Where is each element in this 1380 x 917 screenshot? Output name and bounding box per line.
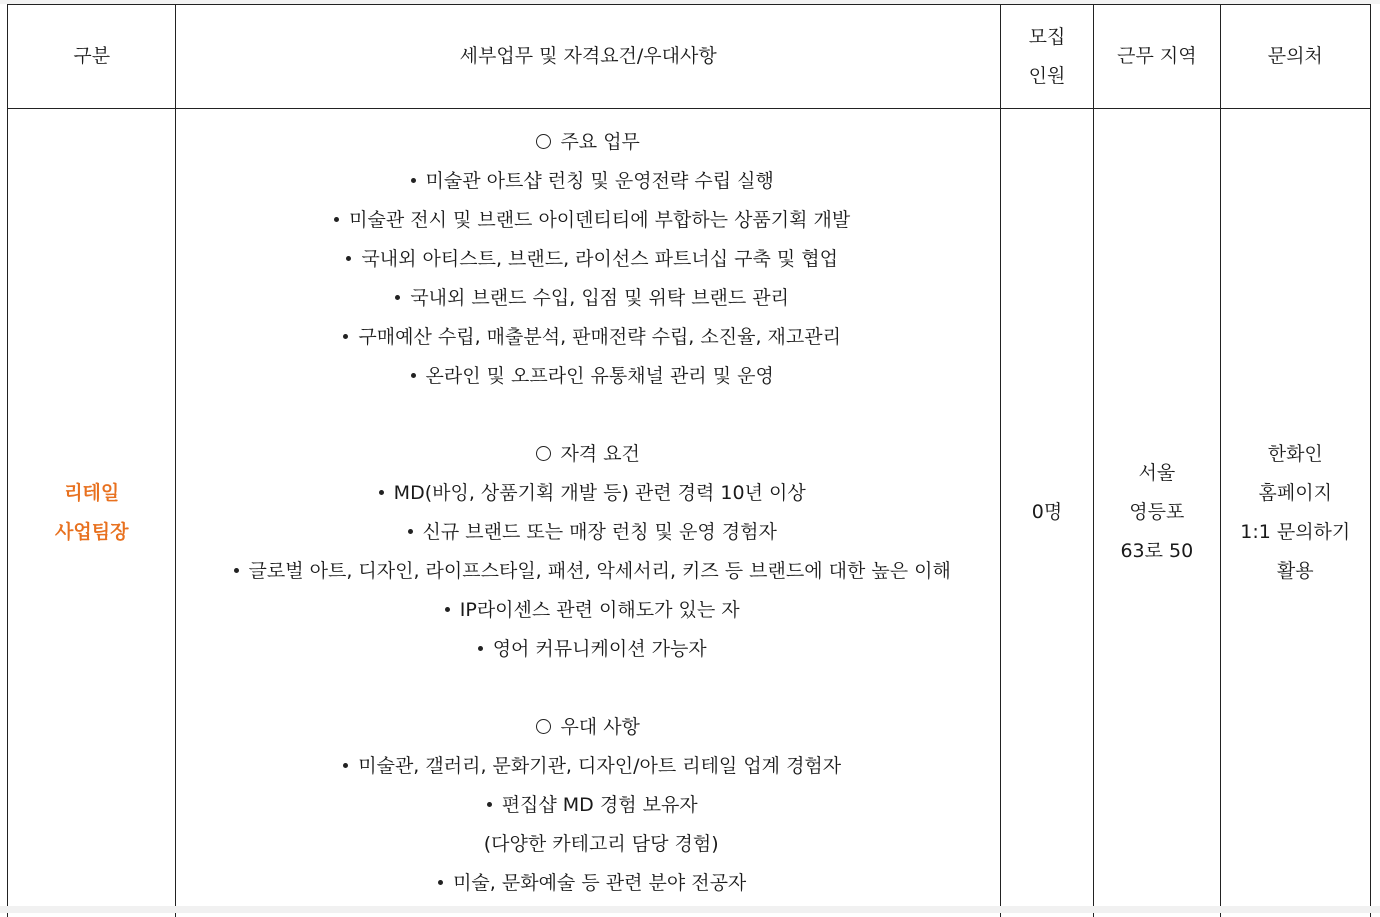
bullet-icon (411, 178, 416, 183)
bullet-icon (411, 373, 416, 378)
bullet-icon (379, 490, 384, 495)
section-preferred (176, 708, 999, 903)
header-headcount (1000, 5, 1093, 109)
section-title (176, 435, 999, 474)
bullet-icon (408, 529, 413, 534)
circle-marker-icon (536, 719, 551, 734)
list-item (176, 474, 999, 513)
circle-marker-icon (536, 134, 551, 149)
list-item-continuation: (다양한 카테고리 담당 경험) (483, 832, 719, 855)
header-region (1094, 5, 1220, 109)
section-title (176, 123, 999, 162)
bullet-icon (334, 217, 339, 222)
list-item (176, 591, 999, 630)
bullet-icon (445, 607, 450, 612)
section-title-text: 주요 업무 (560, 130, 640, 153)
bullet-icon (343, 763, 348, 768)
bullet-icon (346, 256, 351, 261)
headcount-cell (1000, 109, 1093, 917)
list-item-text: 온라인 및 오프라인 유통채널 관리 및 운영 (425, 364, 774, 387)
header-headcount-line1: 모집 (1028, 25, 1066, 48)
bullet-icon (478, 646, 483, 651)
bottom-strip (0, 906, 1380, 913)
header-region-label: 근무 지역 (1117, 45, 1197, 67)
list-item-text: 국내외 브랜드 수입, 입점 및 위탁 브랜드 관리 (410, 286, 790, 309)
header-headcount-line2: 인원 (1028, 64, 1066, 87)
position-name-line2: 사업팀장 (55, 520, 129, 543)
bullet-icon (487, 802, 492, 807)
bullet-icon (438, 880, 443, 885)
list-item-text: 영어 커뮤니케이션 가능자 (492, 637, 707, 660)
section-title-text: 우대 사항 (560, 715, 640, 738)
table-header-row (8, 5, 1371, 109)
table-row (8, 109, 1371, 917)
section-qualifications (176, 435, 999, 669)
header-details (176, 5, 1000, 109)
list-item (176, 201, 999, 240)
list-item (176, 318, 999, 357)
section-title-text: 자격 요건 (560, 442, 640, 465)
headcount-value: 0명 (1031, 501, 1063, 524)
recruitment-table (7, 4, 1371, 917)
header-category (8, 5, 176, 109)
bullet-icon (343, 334, 348, 339)
list-item-text: MD(바잉, 상품기획 개발 등) 관련 경력 10년 이상 (393, 481, 806, 504)
list-item (176, 513, 999, 552)
contact-line3: 1:1 문의하기 (1240, 520, 1351, 543)
section-main-duties (176, 123, 999, 396)
section-title (176, 708, 999, 747)
list-item-text: 미술, 문화예술 등 관련 분야 전공자 (453, 871, 747, 894)
region-line2: 영등포 (1129, 501, 1185, 524)
list-item-text: 글로벌 아트, 디자인, 라이프스타일, 패션, 악세서리, 키즈 등 브랜드에 대한 높은 이해 (248, 559, 951, 582)
list-item-text: 국내외 아티스트, 브랜드, 라이선스 파트너십 구축 및 협업 (361, 247, 838, 270)
list-item (176, 357, 999, 396)
list-item (176, 864, 999, 903)
region-cell (1094, 109, 1220, 917)
region-line1: 서울 (1138, 462, 1176, 485)
header-contact-label: 문의처 (1267, 45, 1323, 67)
bullet-icon (234, 568, 239, 573)
header-contact (1220, 5, 1370, 109)
position-name-cell (8, 109, 176, 917)
circle-marker-icon (536, 446, 551, 461)
list-item-text: 신규 브랜드 또는 매장 런칭 및 운영 경험자 (422, 520, 777, 543)
header-category-label: 구분 (73, 45, 111, 67)
contact-line1: 한화인 (1267, 442, 1323, 465)
list-item-text: 편집샵 MD 경험 보유자 (501, 793, 698, 816)
header-details-label: 세부업무 및 자격요건/우대사항 (459, 45, 717, 67)
position-name-line1: 리테일 (64, 481, 120, 504)
bullet-icon (395, 295, 400, 300)
list-item-text: 미술관, 갤러리, 문화기관, 디자인/아트 리테일 업계 경험자 (358, 754, 842, 777)
list-item (176, 786, 999, 825)
list-item-text: 구매예산 수립, 매출분석, 판매전략 수립, 소진율, 재고관리 (358, 325, 841, 348)
list-item (176, 552, 999, 591)
list-item (176, 747, 999, 786)
contact-line2: 홈페이지 (1258, 481, 1332, 504)
region-line3: 63로 50 (1120, 540, 1194, 563)
list-item-text: 미술관 전시 및 브랜드 아이덴티티에 부합하는 상품기획 개발 (349, 208, 851, 231)
list-item-text: 미술관 아트샵 런칭 및 운영전략 수립 실행 (425, 169, 774, 192)
contact-cell (1220, 109, 1370, 917)
list-item-text: IP라이센스 관련 이해도가 있는 자 (459, 598, 740, 621)
list-item (176, 162, 999, 201)
list-item (176, 240, 999, 279)
contact-line4: 활용 (1276, 559, 1314, 582)
list-item (176, 630, 999, 669)
list-item (176, 279, 999, 318)
details-cell (176, 109, 1000, 917)
